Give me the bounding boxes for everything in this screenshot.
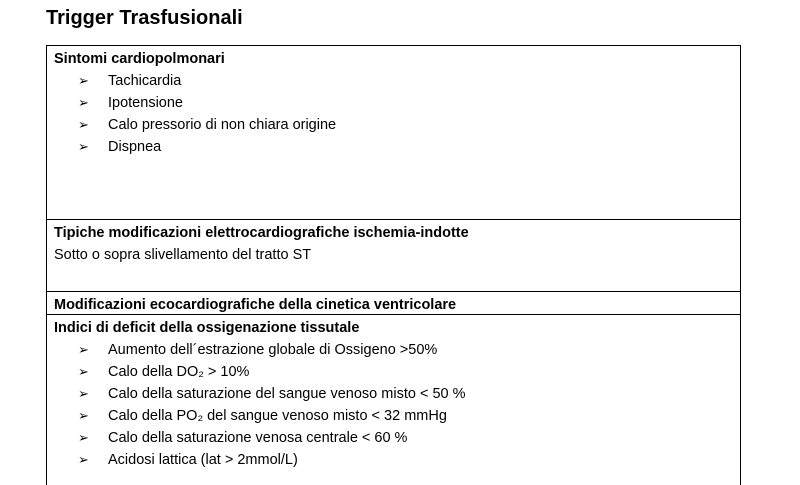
- list-item: ➢ Tachicardia: [78, 70, 734, 92]
- section-oxygenation: [47, 315, 740, 485]
- arrow-bullet-icon: ➢: [78, 342, 89, 357]
- arrow-bullet-icon: ➢: [78, 430, 89, 445]
- arrow-bullet-icon: ➢: [78, 408, 89, 423]
- arrow-bullet-icon: ➢: [78, 364, 89, 379]
- symptom-list: [54, 70, 734, 158]
- section-ecg: [47, 220, 740, 292]
- list-item: ➢ Calo della saturazione del sangue venoso misto < 50 %: [78, 383, 734, 405]
- section-title: Sintomi cardiopolmonari: [54, 51, 225, 67]
- list-item: ➢ Calo pressorio di non chiara origine: [78, 114, 734, 136]
- index-list: [54, 339, 734, 471]
- arrow-bullet-icon: ➢: [78, 386, 89, 401]
- arrow-bullet-icon: ➢: [78, 452, 89, 467]
- list-item: ➢ Dispnea: [78, 136, 734, 158]
- list-item: ➢ Calo della PO₂ del sangue venoso misto < 32 mmHg: [78, 405, 734, 427]
- list-item: ➢ Calo della saturazione venosa centrale < 60 %: [78, 427, 734, 449]
- list-item: ➢ Ipotensione: [78, 92, 734, 114]
- arrow-bullet-icon: ➢: [78, 95, 89, 110]
- page-title: Trigger Trasfusionali: [46, 7, 243, 29]
- arrow-bullet-icon: ➢: [78, 73, 89, 88]
- section-cardiopulmonary: [47, 46, 740, 220]
- list-item: ➢ Acidosi lattica (lat > 2mmol/L): [78, 449, 734, 471]
- arrow-bullet-icon: ➢: [78, 117, 89, 132]
- arrow-bullet-icon: ➢: [78, 139, 89, 154]
- section-title: Indici di deficit della ossigenazione tissutale: [54, 320, 360, 336]
- list-item: ➢ Aumento dell´estrazione globale di Ossigeno >50%: [78, 339, 734, 361]
- section-title: Tipiche modificazioni elettrocardiografiche ischemia-indotte: [54, 225, 469, 241]
- section-text: Sotto o sopra slivellamento del tratto ST: [54, 247, 312, 263]
- trigger-table: [46, 45, 741, 485]
- section-title: Modificazioni ecocardiografiche della cinetica ventricolare: [54, 297, 457, 313]
- list-item: ➢ Calo della DO₂ > 10%: [78, 361, 734, 383]
- section-echo: [47, 292, 740, 315]
